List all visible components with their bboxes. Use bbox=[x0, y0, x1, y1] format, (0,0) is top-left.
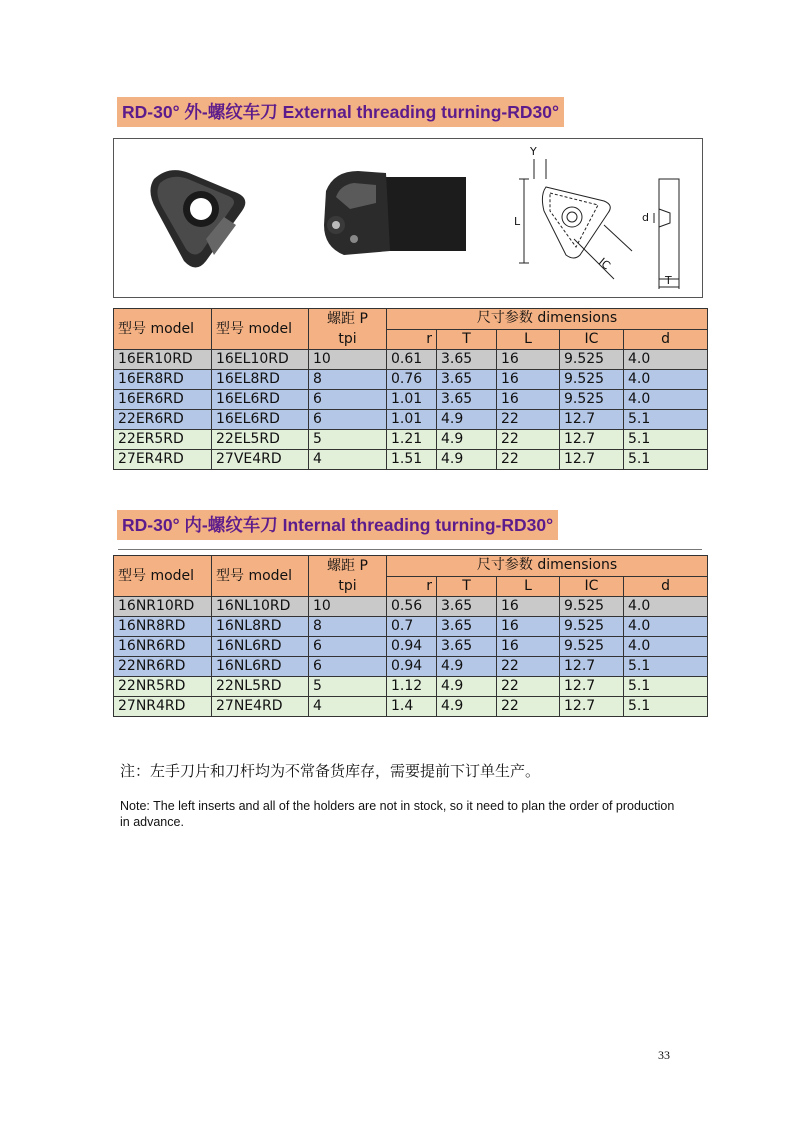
cell-ic: 9.525 bbox=[560, 390, 624, 410]
table-row bbox=[114, 410, 708, 430]
cell-ic: 12.7 bbox=[560, 410, 624, 430]
cell-model1: 22NR5RD bbox=[114, 677, 212, 697]
cell-model2: 22EL5RD bbox=[212, 430, 309, 450]
cell-pitch: 8 bbox=[309, 617, 387, 637]
table-row bbox=[114, 677, 708, 697]
cell-model2: 16EL8RD bbox=[212, 370, 309, 390]
cell-ic: 12.7 bbox=[560, 657, 624, 677]
cell-model1: 22ER5RD bbox=[114, 430, 212, 450]
cell-model2: 16EL6RD bbox=[212, 390, 309, 410]
cell-d: 4.0 bbox=[624, 637, 708, 657]
cell-l: 22 bbox=[497, 430, 560, 450]
cell-l: 16 bbox=[497, 370, 560, 390]
tool-holder-image bbox=[324, 171, 466, 255]
header-dimensions: 尺寸参数 dimensions bbox=[387, 309, 708, 330]
cell-pitch: 4 bbox=[309, 450, 387, 470]
cell-r: 0.56 bbox=[387, 597, 437, 617]
cell-model1: 16NR8RD bbox=[114, 617, 212, 637]
table-row bbox=[114, 597, 708, 617]
cell-l: 22 bbox=[497, 697, 560, 717]
cell-t: 4.9 bbox=[437, 657, 497, 677]
cell-l: 16 bbox=[497, 390, 560, 410]
cell-model2: 16EL10RD bbox=[212, 350, 309, 370]
cell-d: 4.0 bbox=[624, 350, 708, 370]
threading-insert-image bbox=[150, 170, 245, 267]
internal-threading-table bbox=[113, 555, 708, 717]
cell-t: 4.9 bbox=[437, 430, 497, 450]
cell-r: 1.4 bbox=[387, 697, 437, 717]
cell-ic: 9.525 bbox=[560, 597, 624, 617]
cell-model1: 27ER4RD bbox=[114, 450, 212, 470]
cell-ic: 12.7 bbox=[560, 430, 624, 450]
table-row bbox=[114, 350, 708, 370]
cell-model2: 27VE4RD bbox=[212, 450, 309, 470]
cell-ic: 12.7 bbox=[560, 450, 624, 470]
dimension-diagram bbox=[519, 159, 679, 289]
header-d: d bbox=[624, 576, 708, 597]
note-english: Note: The left inserts and all of the holders are not in stock, so it need to plan the order of production in advance. bbox=[120, 799, 675, 829]
divider bbox=[118, 549, 702, 553]
header-dimensions: 尺寸参数 dimensions bbox=[387, 556, 708, 577]
cell-t: 3.65 bbox=[437, 390, 497, 410]
cell-model1: 16ER8RD bbox=[114, 370, 212, 390]
cell-r: 0.76 bbox=[387, 370, 437, 390]
cell-d: 4.0 bbox=[624, 370, 708, 390]
cell-d: 5.1 bbox=[624, 450, 708, 470]
cell-t: 3.65 bbox=[437, 370, 497, 390]
cell-ic: 9.525 bbox=[560, 370, 624, 390]
page-number: 33 bbox=[658, 1048, 670, 1062]
cell-pitch: 6 bbox=[309, 410, 387, 430]
cell-l: 16 bbox=[497, 350, 560, 370]
header-pitch: 螺距 P tpi bbox=[309, 556, 387, 597]
cell-model2: 16NL10RD bbox=[212, 597, 309, 617]
cell-r: 0.7 bbox=[387, 617, 437, 637]
cell-model1: 16ER6RD bbox=[114, 390, 212, 410]
table-row bbox=[114, 697, 708, 717]
table-row bbox=[114, 637, 708, 657]
cell-pitch: 10 bbox=[309, 350, 387, 370]
cell-t: 3.65 bbox=[437, 637, 497, 657]
table-header-row bbox=[114, 556, 708, 577]
cell-model1: 27NR4RD bbox=[114, 697, 212, 717]
note-chinese: 注：左手刀片和刀杆均为不常备货库存，需要提前下订单生产。 bbox=[120, 762, 541, 780]
external-threading-table bbox=[113, 308, 708, 470]
cell-model2: 27NE4RD bbox=[212, 697, 309, 717]
cell-model1: 16ER10RD bbox=[114, 350, 212, 370]
diagram-label-l: L bbox=[514, 215, 521, 228]
header-t: T bbox=[437, 329, 497, 350]
table-row bbox=[114, 617, 708, 637]
cell-d: 5.1 bbox=[624, 410, 708, 430]
cell-model2: 16NL6RD bbox=[212, 657, 309, 677]
cell-t: 4.9 bbox=[437, 697, 497, 717]
cell-model1: 22ER6RD bbox=[114, 410, 212, 430]
cell-d: 5.1 bbox=[624, 657, 708, 677]
cell-model2: 22NL5RD bbox=[212, 677, 309, 697]
header-model-1: 型号 model bbox=[114, 309, 212, 350]
cell-r: 1.21 bbox=[387, 430, 437, 450]
cell-pitch: 5 bbox=[309, 677, 387, 697]
cell-l: 22 bbox=[497, 657, 560, 677]
header-model-2: 型号 model bbox=[212, 556, 309, 597]
cell-r: 0.94 bbox=[387, 637, 437, 657]
cell-d: 5.1 bbox=[624, 697, 708, 717]
cell-r: 1.12 bbox=[387, 677, 437, 697]
cell-t: 3.65 bbox=[437, 617, 497, 637]
header-l: L bbox=[497, 329, 560, 350]
diagram-label-y: Y bbox=[530, 145, 537, 158]
cell-l: 22 bbox=[497, 677, 560, 697]
cell-pitch: 6 bbox=[309, 657, 387, 677]
cell-l: 16 bbox=[497, 637, 560, 657]
cell-model2: 16NL8RD bbox=[212, 617, 309, 637]
table-row bbox=[114, 450, 708, 470]
cell-l: 22 bbox=[497, 410, 560, 430]
header-t: T bbox=[437, 576, 497, 597]
cell-ic: 9.525 bbox=[560, 350, 624, 370]
cell-ic: 9.525 bbox=[560, 637, 624, 657]
product-illustration bbox=[114, 139, 702, 297]
cell-pitch: 6 bbox=[309, 390, 387, 410]
header-model-2: 型号 model bbox=[212, 309, 309, 350]
cell-d: 4.0 bbox=[624, 617, 708, 637]
header-model-1: 型号 model bbox=[114, 556, 212, 597]
table-row bbox=[114, 370, 708, 390]
cell-pitch: 6 bbox=[309, 637, 387, 657]
cell-pitch: 5 bbox=[309, 430, 387, 450]
cell-ic: 12.7 bbox=[560, 677, 624, 697]
cell-d: 4.0 bbox=[624, 390, 708, 410]
cell-model1: 16NR10RD bbox=[114, 597, 212, 617]
cell-model1: 16NR6RD bbox=[114, 637, 212, 657]
cell-ic: 12.7 bbox=[560, 697, 624, 717]
cell-l: 16 bbox=[497, 597, 560, 617]
header-r: r bbox=[387, 576, 437, 597]
header-l: L bbox=[497, 576, 560, 597]
cell-l: 22 bbox=[497, 450, 560, 470]
table-row bbox=[114, 390, 708, 410]
header-ic: IC bbox=[560, 576, 624, 597]
diagram-label-t: T bbox=[665, 274, 672, 287]
cell-d: 5.1 bbox=[624, 677, 708, 697]
cell-r: 1.01 bbox=[387, 390, 437, 410]
cell-t: 3.65 bbox=[437, 597, 497, 617]
section-title-internal: RD-30° 内-螺纹车刀 Internal threading turning-RD30° bbox=[117, 510, 558, 540]
cell-r: 0.61 bbox=[387, 350, 437, 370]
header-r: r bbox=[387, 329, 437, 350]
diagram-label-ic: IC bbox=[596, 255, 613, 273]
table-header-row bbox=[114, 309, 708, 330]
cell-r: 1.51 bbox=[387, 450, 437, 470]
header-pitch: 螺距 P tpi bbox=[309, 309, 387, 350]
cell-t: 4.9 bbox=[437, 677, 497, 697]
section-title-external: RD-30° 外-螺纹车刀 External threading turning-RD30° bbox=[117, 97, 564, 127]
product-figure bbox=[113, 138, 703, 298]
cell-pitch: 10 bbox=[309, 597, 387, 617]
table-row bbox=[114, 657, 708, 677]
cell-d: 4.0 bbox=[624, 597, 708, 617]
header-ic: IC bbox=[560, 329, 624, 350]
diagram-label-d: d bbox=[642, 211, 649, 224]
cell-l: 16 bbox=[497, 617, 560, 637]
cell-t: 4.9 bbox=[437, 450, 497, 470]
cell-r: 1.01 bbox=[387, 410, 437, 430]
table-row bbox=[114, 430, 708, 450]
cell-pitch: 4 bbox=[309, 697, 387, 717]
cell-model2: 16NL6RD bbox=[212, 637, 309, 657]
header-d: d bbox=[624, 329, 708, 350]
cell-d: 5.1 bbox=[624, 430, 708, 450]
cell-model2: 16EL6RD bbox=[212, 410, 309, 430]
cell-model1: 22NR6RD bbox=[114, 657, 212, 677]
cell-t: 3.65 bbox=[437, 350, 497, 370]
cell-ic: 9.525 bbox=[560, 617, 624, 637]
cell-t: 4.9 bbox=[437, 410, 497, 430]
cell-pitch: 8 bbox=[309, 370, 387, 390]
cell-r: 0.94 bbox=[387, 657, 437, 677]
